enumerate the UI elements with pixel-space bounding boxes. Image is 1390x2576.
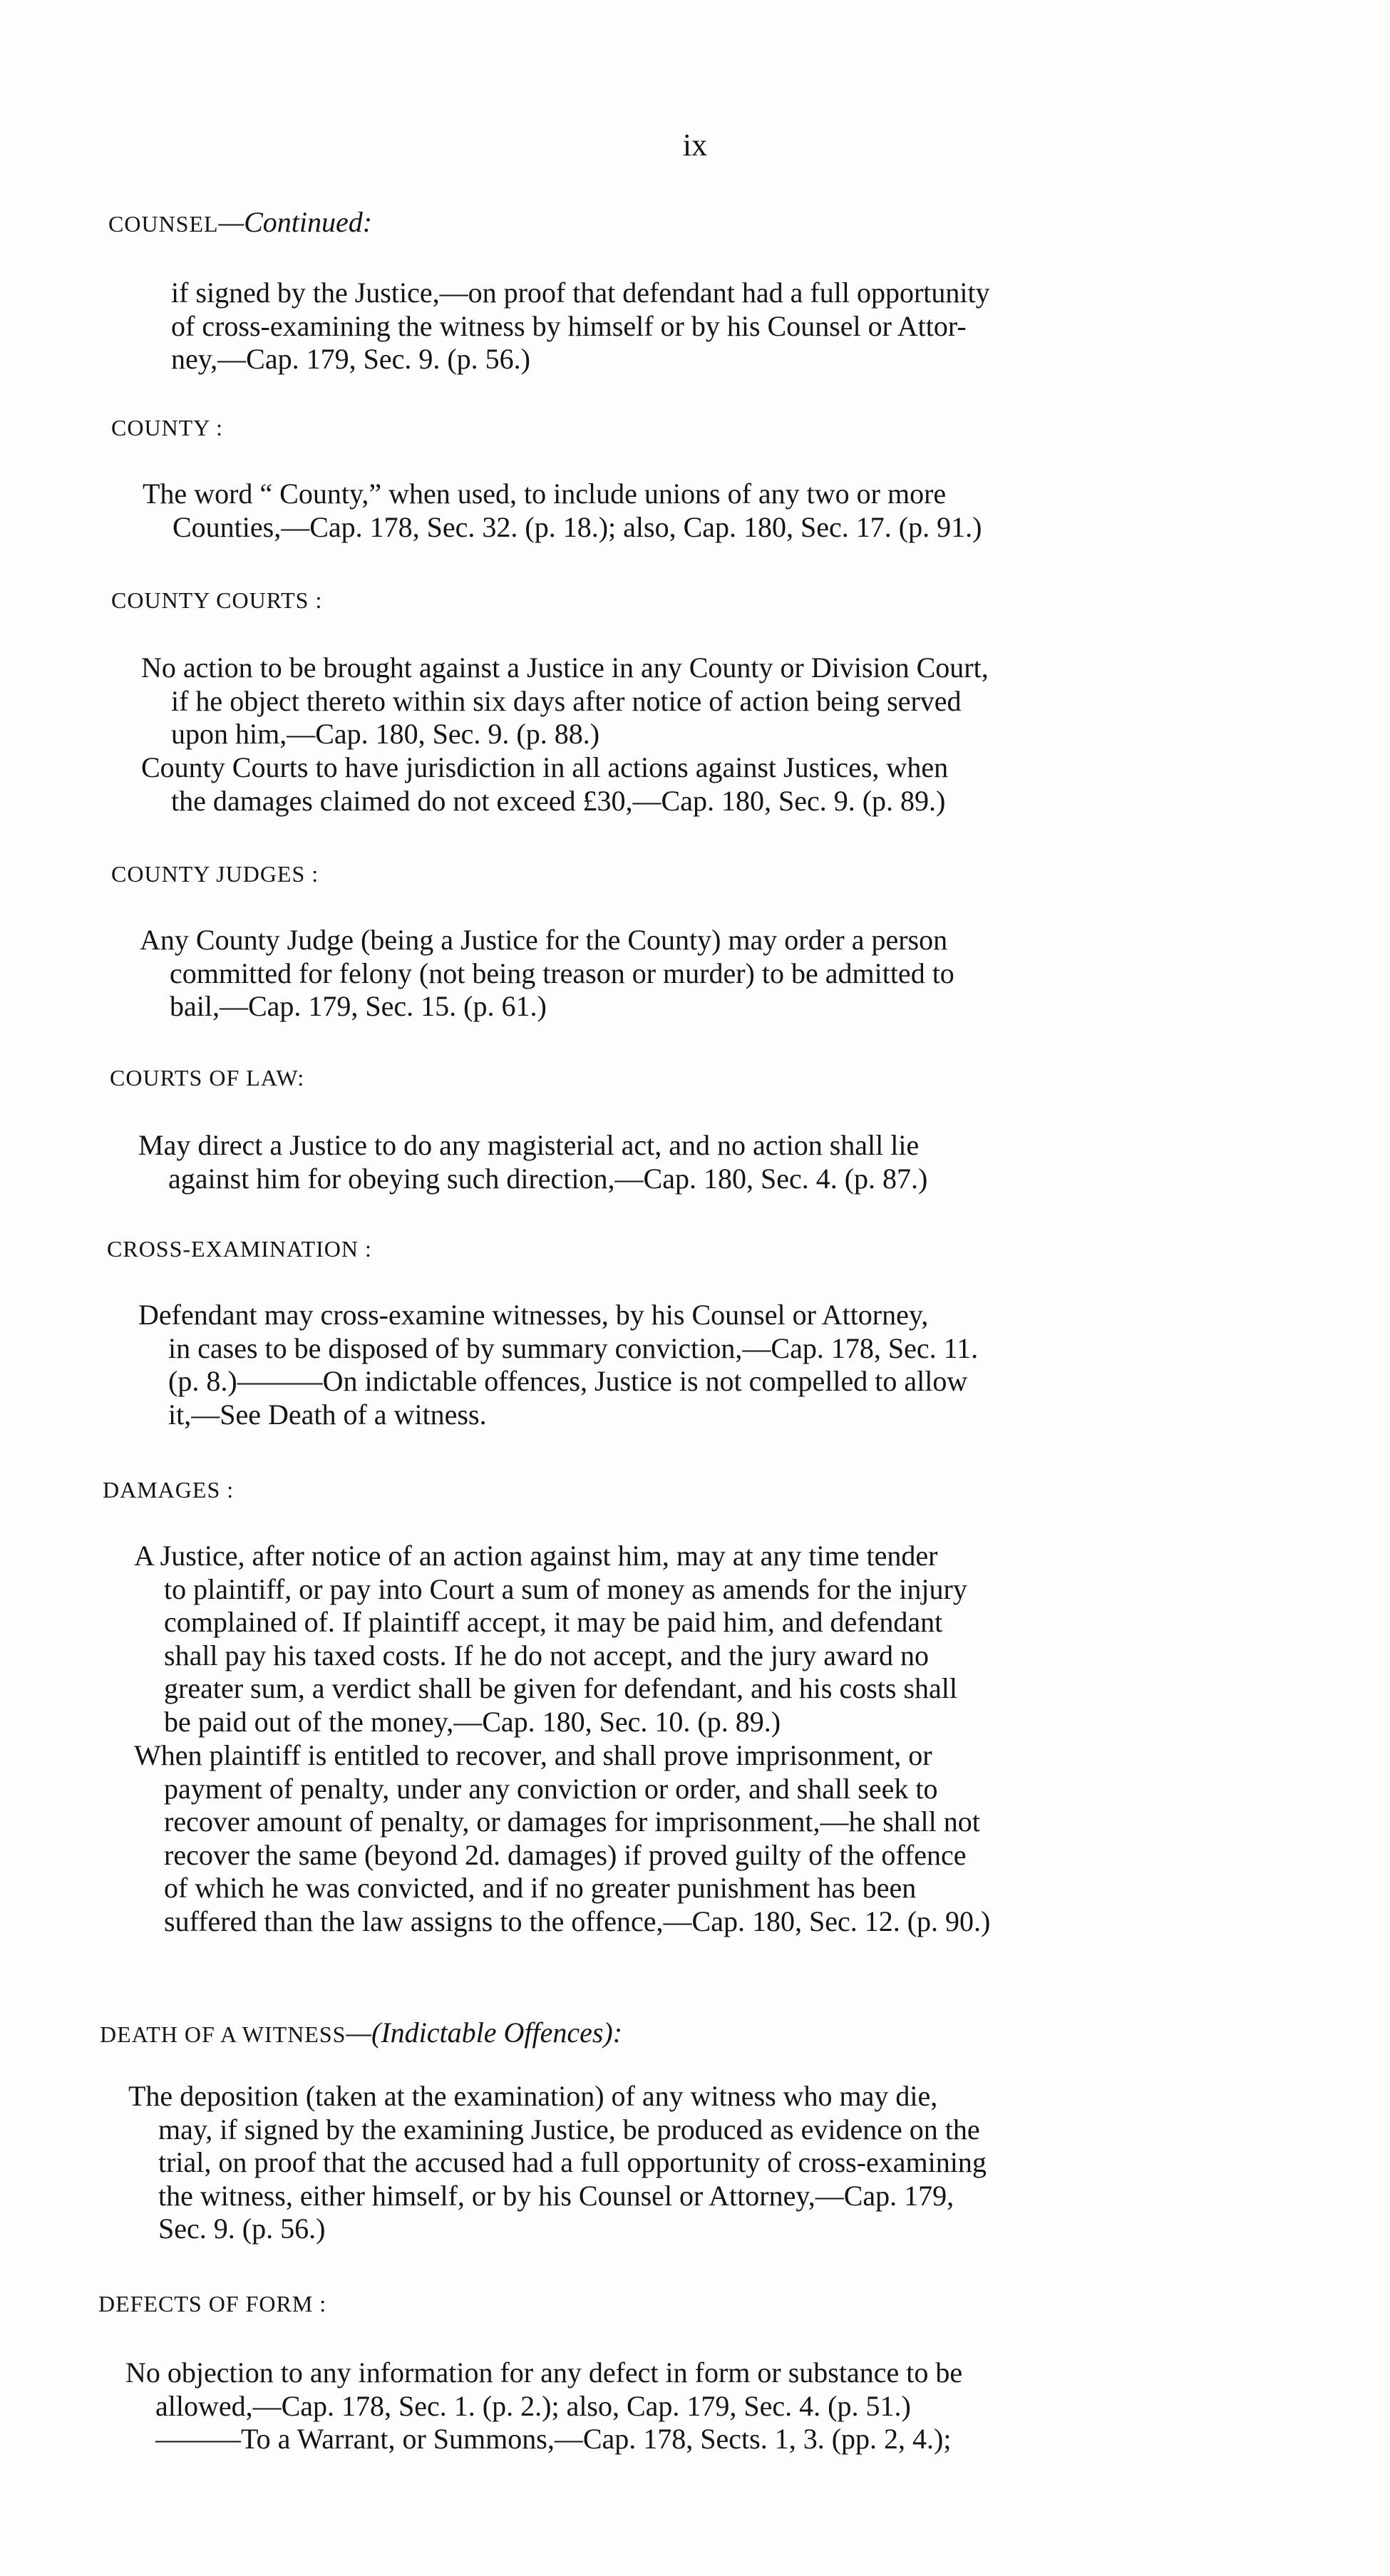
index-entry xyxy=(138,1299,1195,1431)
heading-text: COUNTY JUDGES : xyxy=(111,861,319,887)
heading-suffix: —Continued: xyxy=(218,206,373,238)
entry-line: bail,—Cap. 179, Sec. 15. (p. 61.) xyxy=(170,990,547,1022)
entry-line: The deposition (taken at the examination) of any witness who may die, xyxy=(128,2080,938,2112)
section-heading-courts-of-law xyxy=(110,1065,304,1091)
entry-line: upon him,—Cap. 180, Sec. 9. (p. 88.) xyxy=(171,718,600,750)
heading-text: CROSS-EXAMINATION : xyxy=(107,1236,372,1262)
section-heading-damages xyxy=(103,1477,234,1503)
entry-line: recover amount of penalty, or damages for imprisonment,—he shall not xyxy=(164,1805,980,1838)
entry-line: committed for felony (not being treason or murder) to be admitted to xyxy=(170,957,954,989)
entry-line: Sec. 9. (p. 56.) xyxy=(158,2212,326,2245)
heading-suffix: —(Indictable Offences): xyxy=(346,2016,623,2049)
heading-text: COURTS OF LAW: xyxy=(110,1065,305,1091)
entry-line: recover the same (beyond 2d. damages) if proved guilty of the offence xyxy=(164,1838,967,1871)
entry-line: ———To a Warrant, or Summons,—Cap. 178, Sects. 1, 3. (pp. 2, 4.); xyxy=(155,2423,952,2455)
entry-line: A Justice, after notice of an action against him, may at any time tender xyxy=(134,1540,938,1572)
entry-line: of cross-examining the witness by himself or by his Counsel or Attor- xyxy=(171,309,967,342)
index-entry xyxy=(141,751,1196,818)
entry-line: Counties,—Cap. 178, Sec. 32. (p. 18.); also, Cap. 180, Sec. 17. (p. 91.) xyxy=(173,510,982,543)
section-heading-counsel xyxy=(108,205,372,239)
section-heading-defects-of-form xyxy=(98,2291,326,2317)
heading-text: DEFECTS OF FORM : xyxy=(98,2291,327,2317)
entry-line: ney,—Cap. 179, Sec. 9. (p. 56.) xyxy=(171,343,530,375)
heading-text: DAMAGES : xyxy=(103,1477,235,1503)
entry-line: it,—See Death of a witness. xyxy=(168,1398,487,1431)
entry-line: may, if signed by the examining Justice, be produced as evidence on the xyxy=(158,2113,980,2145)
index-entry xyxy=(143,478,1194,544)
index-entry xyxy=(134,1540,1195,1738)
entry-line: in cases to be disposed of by summary conviction,—Cap. 178, Sec. 11. xyxy=(168,1331,979,1364)
entry-line: When plaintiff is entitled to recover, and shall prove imprisonment, or xyxy=(134,1739,932,1771)
entry-line: trial, on proof that the accused had a full opportunity of cross-examining xyxy=(158,2146,987,2178)
entry-line: be paid out of the money,—Cap. 180, Sec. 10. (p. 89.) xyxy=(164,1705,781,1738)
index-entry xyxy=(138,1129,1195,1195)
entry-line: of which he was convicted, and if no greater punishment has been xyxy=(164,1872,917,1904)
section-heading-cross-examination xyxy=(107,1236,372,1262)
entry-line: to plaintiff, or pay into Court a sum of money as amends for the injury xyxy=(164,1572,967,1605)
index-entry xyxy=(125,2356,1195,2456)
entry-line: greater sum, a verdict shall be given for defendant, and his costs shall xyxy=(164,1672,957,1704)
page-number: ix xyxy=(682,128,708,163)
entry-line: Defendant may cross-examine witnesses, by his Counsel or Attorney, xyxy=(138,1299,929,1331)
entry-line: if he object thereto within six days after notice of action being served xyxy=(171,684,962,717)
entry-line: The word “ County,” when used, to include unions of any two or more xyxy=(143,478,947,510)
entry-line: the damages claimed do not exceed £30,—Cap. 180, Sec. 9. (p. 89.) xyxy=(171,784,946,817)
entry-line: if signed by the Justice,—on proof that defendant had a full opportunity xyxy=(171,277,990,309)
entry-line: complained of. If plaintiff accept, it may be paid him, and defendant xyxy=(164,1606,943,1638)
section-heading-county-courts xyxy=(111,587,322,614)
entry-line: (p. 8.)———On indictable offences, Justice is not compelled to allow xyxy=(168,1365,968,1397)
index-entry xyxy=(171,277,1194,376)
entry-line: payment of penalty, under any conviction or order, and shall seek to xyxy=(164,1772,938,1805)
entry-line: the witness, either himself, or by his Counsel or Attorney,—Cap. 179, xyxy=(158,2179,954,2212)
heading-text: COUNTY : xyxy=(111,415,224,441)
entry-line: suffered than the law assigns to the offence,—Cap. 180, Sec. 12. (p. 90.) xyxy=(164,1905,991,1937)
entry-line: No action to be brought against a Justice in any County or Division Court, xyxy=(141,651,989,684)
entry-line: County Courts to have jurisdiction in all actions against Justices, when xyxy=(141,751,949,783)
heading-text: DEATH OF A WITNESS xyxy=(100,2021,346,2047)
index-entry xyxy=(141,651,1196,751)
section-heading-county-judges xyxy=(111,861,319,887)
heading-text: COUNTY COURTS : xyxy=(111,587,323,613)
heading-text: COUNSEL xyxy=(108,211,219,237)
index-entry xyxy=(140,924,1195,1024)
index-entry xyxy=(128,2080,1195,2246)
section-heading-death-of-a-witness xyxy=(100,2016,622,2049)
section-heading-county xyxy=(111,415,223,441)
entry-line: Any County Judge (being a Justice for the County) may order a person xyxy=(140,924,948,956)
entry-line: No objection to any information for any defect in form or substance to be xyxy=(125,2356,963,2389)
entry-line: allowed,—Cap. 178, Sec. 1. (p. 2.); also, Cap. 179, Sec. 4. (p. 51.) xyxy=(155,2389,911,2422)
index-entry xyxy=(134,1739,1195,1938)
entry-line: shall pay his taxed costs. If he do not accept, and the jury award no xyxy=(164,1639,930,1671)
entry-line: against him for obeying such direction,—Cap. 180, Sec. 4. (p. 87.) xyxy=(168,1162,928,1195)
entry-line: May direct a Justice to do any magisterial act, and no action shall lie xyxy=(138,1129,920,1161)
